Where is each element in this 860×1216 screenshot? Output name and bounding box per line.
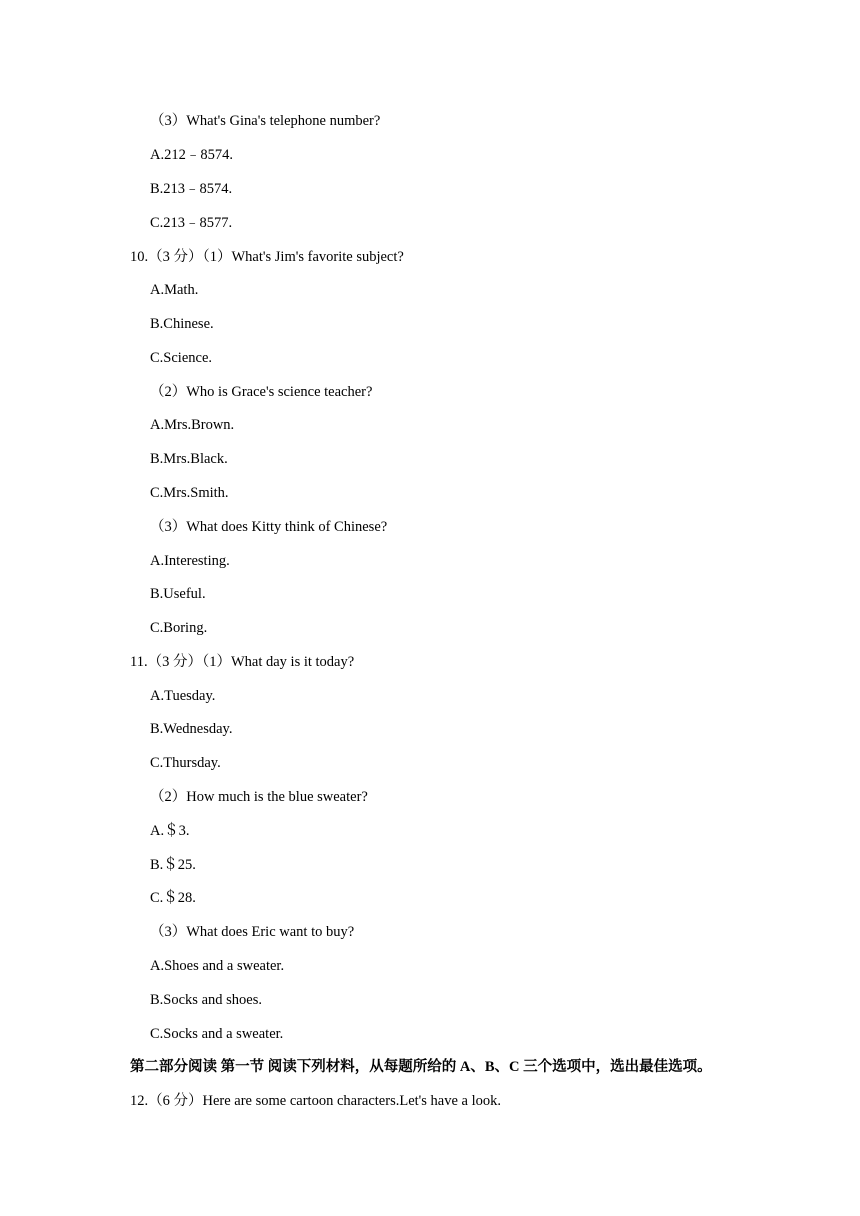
- q9-3-option-c: C.213﹣8577.: [150, 215, 233, 231]
- q11-2-option-c: C.＄28.: [150, 890, 196, 906]
- q10-subquestion-3: （3）What does Kitty think of Chinese?: [150, 519, 388, 535]
- q11-1-option-b: B.Wednesday.: [150, 721, 233, 737]
- q11-subquestion-3: （3）What does Eric want to buy?: [150, 924, 355, 940]
- q11-1-option-a: A.Tuesday.: [150, 688, 216, 704]
- q9-subquestion-3: （3）What's Gina's telephone number?: [150, 113, 381, 129]
- q10-3-option-a: A.Interesting.: [150, 553, 230, 569]
- q12-header: 12.（6 分）Here are some cartoon characters.Let's have a look.: [130, 1093, 502, 1109]
- q10-1-option-c: C.Science.: [150, 350, 213, 366]
- q11-header: 11.（3 分）（1）What day is it today?: [130, 654, 355, 670]
- q9-3-option-a: A.212﹣8574.: [150, 147, 233, 163]
- q11-2-option-a: A.＄3.: [150, 823, 190, 839]
- q10-2-option-c: C.Mrs.Smith.: [150, 485, 229, 501]
- q11-3-option-c: C.Socks and a sweater.: [150, 1026, 284, 1042]
- q11-3-option-a: A.Shoes and a sweater.: [150, 958, 285, 974]
- q10-header: 10.（3 分）（1）What's Jim's favorite subject?: [130, 249, 404, 265]
- q11-2-option-b: B.＄25.: [150, 857, 196, 873]
- q9-3-option-b: B.213﹣8574.: [150, 181, 233, 197]
- q10-1-option-b: B.Chinese.: [150, 316, 214, 332]
- q11-1-option-c: C.Thursday.: [150, 755, 221, 771]
- q10-subquestion-2: （2）Who is Grace's science teacher?: [150, 384, 373, 400]
- section-2-heading: 第二部分阅读 第一节 阅读下列材料，从每题所给的 A、B、C 三个选项中，选出最佳选项。: [130, 1059, 712, 1075]
- q10-2-option-b: B.Mrs.Black.: [150, 451, 228, 467]
- q11-subquestion-2: （2）How much is the blue sweater?: [150, 789, 368, 805]
- q10-1-option-a: A.Math.: [150, 282, 199, 298]
- q11-3-option-b: B.Socks and shoes.: [150, 992, 262, 1008]
- q10-3-option-c: C.Boring.: [150, 620, 208, 636]
- q10-3-option-b: B.Useful.: [150, 586, 206, 602]
- q10-2-option-a: A.Mrs.Brown.: [150, 417, 235, 433]
